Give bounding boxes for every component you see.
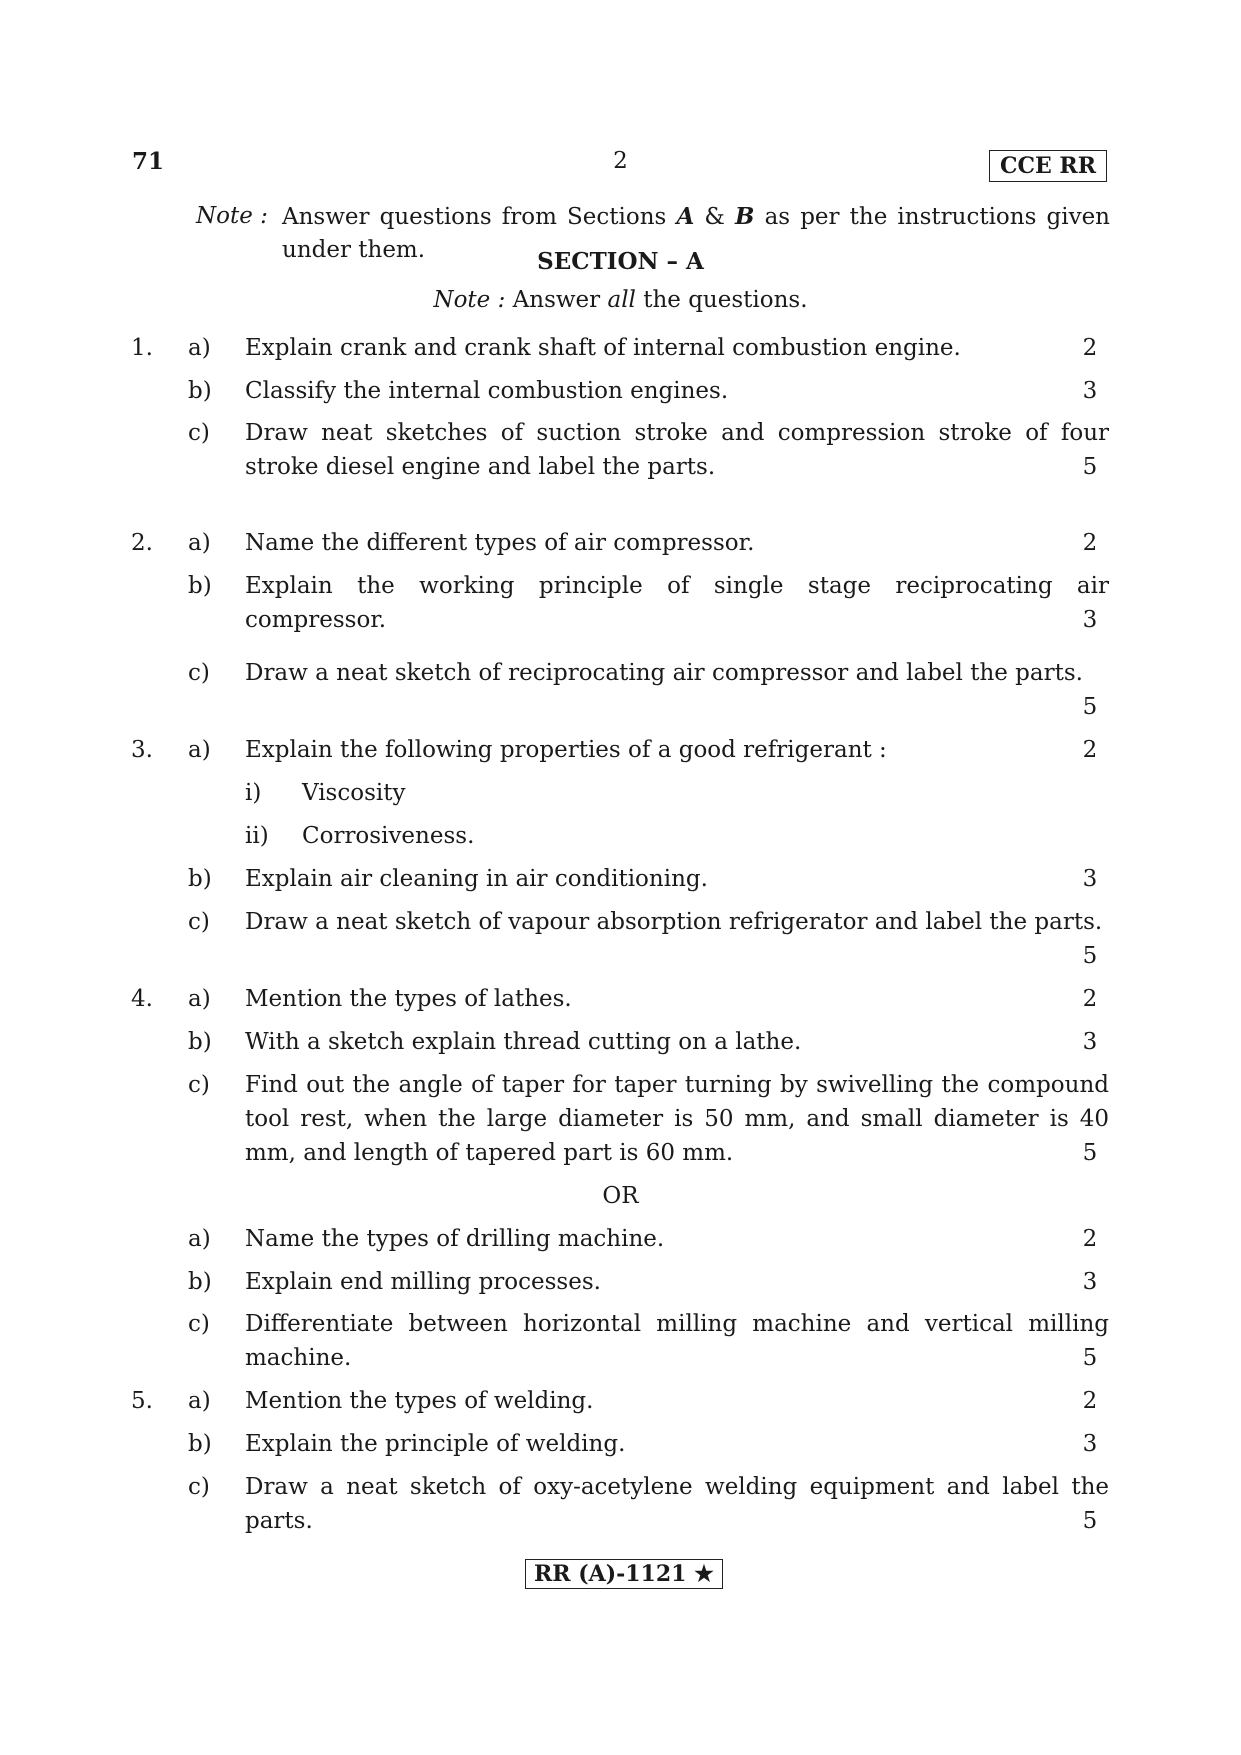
part-text: Explain crank and crank shaft of internal combustion engine.	[245, 335, 961, 361]
subject-code: 71	[132, 148, 165, 175]
question-number: 2.	[131, 530, 153, 556]
part-marks: 3	[1082, 1431, 1098, 1457]
part-marks: 2	[1082, 530, 1098, 556]
part-label: b)	[188, 866, 212, 892]
part-marks: 3	[1082, 866, 1098, 892]
paper-code-footer	[525, 1559, 723, 1589]
section-note-post: the questions.	[643, 287, 808, 313]
part-label: a)	[188, 1226, 211, 1252]
section-note-em: all	[607, 287, 636, 313]
part-label: b)	[188, 573, 212, 599]
part-text: Mention the types of welding.	[245, 1388, 594, 1414]
part-text: Name the types of drilling machine.	[245, 1226, 665, 1252]
part-text: With a sketch explain thread cutting on a lathe.	[245, 1029, 802, 1055]
part-text: Draw a neat sketch of vapour absorption refrigerator and label the parts.	[245, 909, 1103, 935]
exam-badge: CCE RR	[989, 150, 1107, 182]
section-a-ref: A	[676, 203, 695, 230]
part-label: b)	[188, 1269, 212, 1295]
section-b-ref: B	[735, 203, 755, 230]
subitem-text: Viscosity	[302, 780, 406, 806]
part-marks: 5	[1082, 1140, 1098, 1166]
part-label: b)	[188, 1029, 212, 1055]
section-note	[0, 287, 1241, 313]
part-label: c)	[188, 660, 210, 686]
part-marks: 3	[1082, 378, 1098, 404]
part-marks: 2	[1082, 1388, 1098, 1414]
part-marks: 5	[1082, 694, 1098, 720]
part-text: Explain end milling processes.	[245, 1269, 601, 1295]
part-marks: 2	[1082, 737, 1098, 763]
part-text: Explain the working principle of single stage reciprocating air compressor.	[245, 573, 1109, 633]
footer-code: RR (A)-1121	[534, 1561, 687, 1587]
part-marks: 3	[1082, 607, 1098, 633]
part-label: b)	[188, 1431, 212, 1457]
section-title: SECTION – A	[537, 248, 704, 275]
question-number: 5.	[131, 1388, 153, 1414]
part-text: Find out the angle of taper for taper turning by swivelling the compound tool rest, when the large diameter is 50 mm, and small diameter is 40 mm, and length of tapered part is 60 mm.	[245, 1072, 1109, 1166]
part-marks: 5	[1082, 943, 1098, 969]
part-label: a)	[188, 737, 211, 763]
section-note-label: Note :	[433, 287, 506, 313]
question-number: 3.	[131, 737, 153, 763]
or-separator: OR	[602, 1183, 639, 1209]
part-text: Mention the types of lathes.	[245, 986, 572, 1012]
part-label: b)	[188, 378, 212, 404]
part-text: Name the different types of air compressor.	[245, 530, 755, 556]
part-marks: 5	[1082, 454, 1098, 480]
part-label: c)	[188, 1311, 210, 1337]
part-label: a)	[188, 530, 211, 556]
part-marks: 5	[1082, 1508, 1098, 1534]
part-text: Draw a neat sketch of reciprocating air compressor and label the parts.	[245, 660, 1083, 686]
note-text-post: as per the instructions given under them.	[282, 204, 1110, 263]
subitem-label: ii)	[245, 823, 269, 849]
part-label: a)	[188, 335, 211, 361]
part-label: c)	[188, 909, 210, 935]
note-text-pre: Answer questions from Sections	[282, 204, 667, 230]
part-text: Explain the principle of welding.	[245, 1431, 626, 1457]
part-label: a)	[188, 986, 211, 1012]
part-marks: 5	[1082, 1345, 1098, 1371]
question-number: 4.	[131, 986, 153, 1012]
part-text: Explain the following properties of a good refrigerant :	[245, 737, 887, 763]
page-number: 2	[613, 148, 628, 174]
part-text: Explain air cleaning in air conditioning.	[245, 866, 708, 892]
part-label: c)	[188, 420, 210, 446]
subitem-label: i)	[245, 780, 262, 806]
part-marks: 2	[1082, 335, 1098, 361]
part-text: Classify the internal combustion engines.	[245, 378, 729, 404]
part-label: c)	[188, 1474, 210, 1500]
part-text: Differentiate between horizontal milling machine and vertical milling machine.	[245, 1311, 1109, 1371]
part-marks: 2	[1082, 986, 1098, 1012]
part-text: Draw neat sketches of suction stroke and compression stroke of four stroke diesel engine and label the parts.	[245, 420, 1109, 480]
part-marks: 3	[1082, 1269, 1098, 1295]
part-label: c)	[188, 1072, 210, 1098]
part-marks: 3	[1082, 1029, 1098, 1055]
section-note-pre: Answer	[512, 287, 601, 313]
star-icon: ★	[694, 1561, 714, 1587]
note-amp: &	[704, 204, 725, 230]
question-number: 1.	[131, 335, 153, 361]
part-text: Draw a neat sketch of oxy-acetylene welding equipment and label the parts.	[245, 1474, 1109, 1534]
part-label: a)	[188, 1388, 211, 1414]
subitem-text: Corrosiveness.	[302, 823, 475, 849]
part-marks: 2	[1082, 1226, 1098, 1252]
note-label: Note :	[196, 203, 268, 229]
